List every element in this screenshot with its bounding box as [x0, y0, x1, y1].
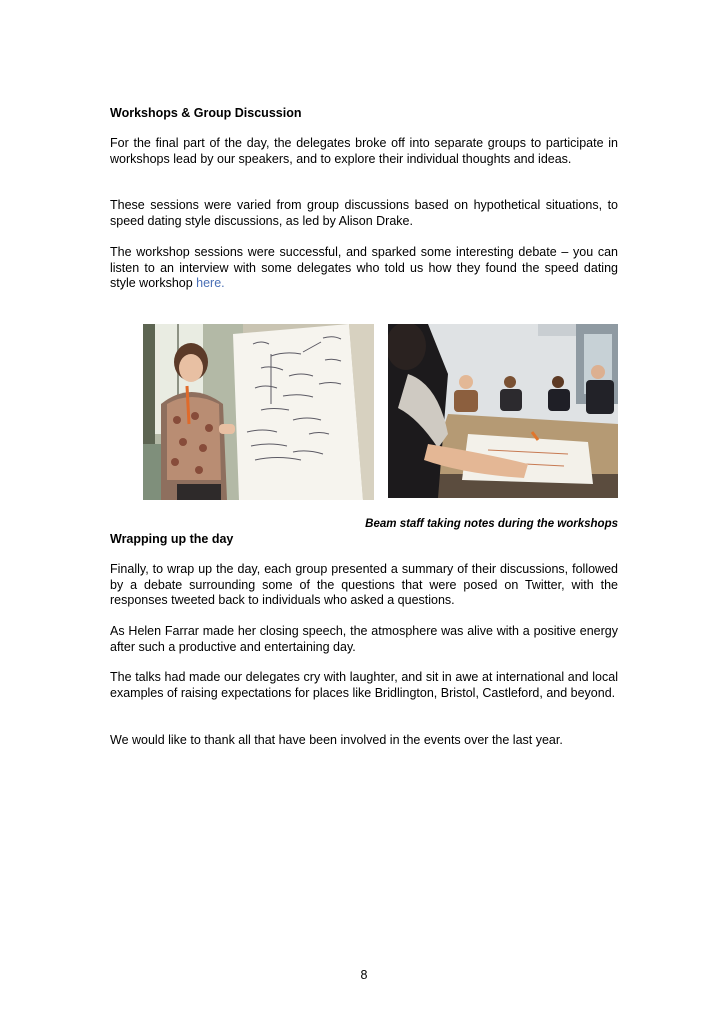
paragraph-sessions: These sessions were varied from group discussions based on hypothetical situations, to speed dating style discussions, as led by Alison Drake.	[110, 198, 618, 228]
paragraph-workshops-intro: For the final part of the day, the delegates broke off into separate groups to participate in workshops lead by our speakers, and to explore their individual thoughts and ideas.	[110, 136, 618, 166]
photo-table-image	[388, 324, 618, 498]
photo-table-discussion	[388, 324, 618, 498]
paragraph-wrap-up-summary: Finally, to wrap up the day, each group presented a summary of their discussions, followed by a debate surrounding some of the questions that were posed on Twitter, with the responses tweeted back to individuals who asked a questions.	[110, 562, 618, 608]
paragraph-thanks: We would like to thank all that have been involved in the events over the last year.	[110, 733, 563, 747]
figure-caption: Beam staff taking notes during the workshops	[365, 518, 618, 530]
here-link[interactable]: here.	[196, 276, 225, 291]
photo-flipchart-presenter	[143, 324, 374, 500]
paragraph-closing-speech: As Helen Farrar made her closing speech, the atmosphere was alive with a positive energy after such a productive and entertaining day.	[110, 624, 618, 654]
section-heading-wrapping-up: Wrapping up the day	[110, 532, 234, 546]
section-heading-workshops: Workshops & Group Discussion	[110, 106, 302, 120]
paragraph-workshop-success	[110, 245, 618, 292]
photo-flipchart-image	[143, 324, 374, 500]
page-number: 8	[360, 968, 368, 982]
paragraph-laughter-awe: The talks had made our delegates cry with laughter, and sit in awe at international and local examples of raising expectations for places like Bridlington, Bristol, Castleford, and beyond.	[110, 670, 618, 700]
paragraph-text: The workshop sessions were successful, and sparked some interesting debate – you can listen to an interview with some delegates who told us how they found the speed dating style workshop	[110, 245, 618, 291]
